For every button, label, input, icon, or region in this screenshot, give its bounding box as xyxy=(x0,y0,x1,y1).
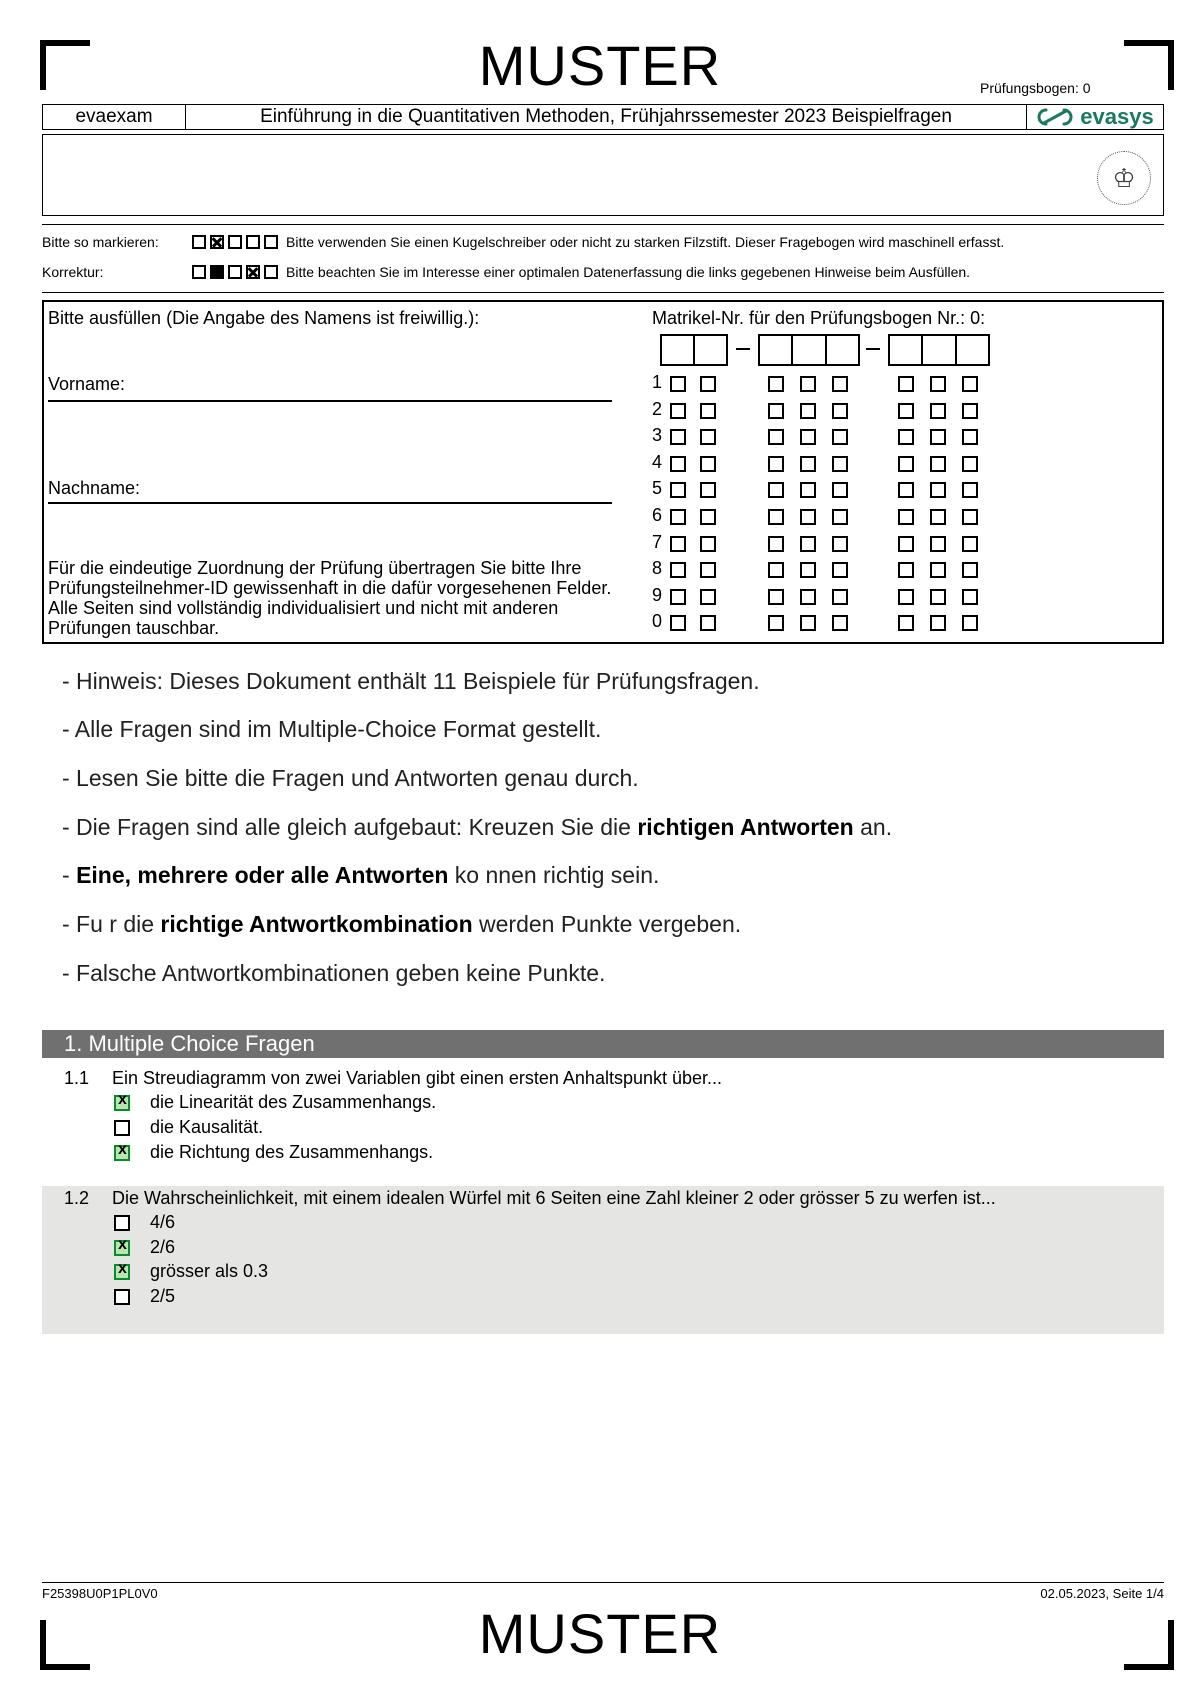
digit-label: 7 xyxy=(652,532,663,552)
divider-marking xyxy=(42,292,1164,293)
digit-checkbox[interactable] xyxy=(700,615,716,631)
digit-checkbox[interactable] xyxy=(670,482,686,498)
university-seal-icon: ♔ xyxy=(1097,151,1151,205)
digit-checkbox[interactable] xyxy=(800,562,816,578)
digit-checkbox[interactable] xyxy=(962,403,978,419)
digit-label: 6 xyxy=(652,505,663,525)
digit-checkbox[interactable] xyxy=(898,589,914,605)
digit-checkbox[interactable] xyxy=(962,562,978,578)
logo-text: evasys xyxy=(1080,104,1154,129)
digit-checkbox[interactable] xyxy=(700,429,716,445)
digit-checkbox[interactable] xyxy=(670,456,686,472)
digit-checkbox[interactable] xyxy=(898,403,914,419)
digit-checkbox[interactable] xyxy=(800,589,816,605)
digit-checkbox[interactable] xyxy=(832,482,848,498)
question-1-2 xyxy=(42,1186,1164,1334)
note-1: - Hinweis: Dieses Dokument enthält 11 Beispiele für Prüfungsfragen. xyxy=(62,668,760,694)
dash xyxy=(736,348,750,350)
digit-checkbox[interactable] xyxy=(700,456,716,472)
answer-option[interactable]: x 2/6 xyxy=(114,1237,175,1258)
identification-box xyxy=(42,134,1164,216)
checkbox-empty[interactable] xyxy=(114,1215,130,1231)
answer-option[interactable]: die Kausalität. xyxy=(114,1117,263,1138)
digit-checkbox[interactable] xyxy=(768,536,784,552)
answer-option[interactable]: x die Linearität des Zusammenhangs. xyxy=(114,1092,436,1113)
checkbox-checked[interactable] xyxy=(114,1145,130,1161)
example-box-empty xyxy=(228,235,242,249)
digit-checkbox[interactable] xyxy=(800,482,816,498)
digit-checkbox[interactable] xyxy=(700,509,716,525)
digit-checkbox[interactable] xyxy=(670,429,686,445)
digit-checkbox[interactable] xyxy=(832,562,848,578)
digit-checkbox[interactable] xyxy=(768,615,784,631)
digit-checkbox[interactable] xyxy=(832,615,848,631)
digit-checkbox[interactable] xyxy=(800,509,816,525)
digit-checkbox[interactable] xyxy=(832,429,848,445)
note-4: - Die Fragen sind alle gleich aufgebaut: Kreuzen Sie die richtigen Antworten an. xyxy=(62,814,893,840)
digit-checkbox[interactable] xyxy=(930,589,946,605)
digit-checkbox[interactable] xyxy=(700,562,716,578)
example-box-empty xyxy=(246,235,260,249)
header-title-cell xyxy=(186,105,1027,129)
pruefungsbogen-number: Prüfungsbogen: 0 xyxy=(980,80,1091,96)
digit-checkbox[interactable] xyxy=(898,456,914,472)
digit-label: 1 xyxy=(652,372,663,392)
dash xyxy=(866,348,880,350)
digit-checkbox[interactable] xyxy=(832,403,848,419)
digit-checkbox[interactable] xyxy=(930,562,946,578)
digit-checkbox[interactable] xyxy=(700,376,716,392)
answer-option[interactable]: 2/5 xyxy=(114,1286,175,1307)
digit-checkbox[interactable] xyxy=(930,429,946,445)
digit-checkbox[interactable] xyxy=(832,376,848,392)
example-box-filled xyxy=(210,265,224,279)
digit-checkbox[interactable] xyxy=(768,376,784,392)
digit-checkbox[interactable] xyxy=(670,562,686,578)
checkbox-checked[interactable] xyxy=(114,1240,130,1256)
note-2: - Alle Fragen sind im Multiple-Choice Format gestellt. xyxy=(62,716,602,742)
digit-checkbox[interactable] xyxy=(800,456,816,472)
digit-checkbox[interactable] xyxy=(832,456,848,472)
digit-checkbox[interactable] xyxy=(768,403,784,419)
digit-checkbox[interactable] xyxy=(800,403,816,419)
example-box-empty xyxy=(192,235,206,249)
digit-checkbox[interactable] xyxy=(962,536,978,552)
evasys-logo-icon xyxy=(1036,107,1074,127)
header-table xyxy=(42,104,1164,130)
matrikel-label: Matrikel-Nr. für den Prüfungsbogen Nr.: 0: xyxy=(652,308,986,328)
digit-label: 9 xyxy=(652,585,663,605)
digit-checkbox[interactable] xyxy=(800,376,816,392)
vorname-label: Vorname: xyxy=(48,374,126,394)
correction-text: Bitte beachten Sie im Interesse einer optimalen Datenerfassung die links gegebenen Hinweise beim Ausfüllen. xyxy=(286,264,971,280)
digit-checkbox[interactable] xyxy=(930,482,946,498)
digit-checkbox[interactable] xyxy=(930,403,946,419)
digit-checkbox[interactable] xyxy=(898,615,914,631)
footer-code: F25398U0P1PL0V0 xyxy=(42,1586,158,1601)
digit-checkbox[interactable] xyxy=(898,562,914,578)
digit-checkbox[interactable] xyxy=(962,589,978,605)
logo-cell xyxy=(1027,105,1163,129)
digit-checkbox[interactable] xyxy=(930,536,946,552)
digit-checkbox[interactable] xyxy=(700,403,716,419)
nachname-label: Nachname: xyxy=(48,478,141,498)
digit-label: 5 xyxy=(652,478,663,498)
digit-checkbox[interactable] xyxy=(898,376,914,392)
digit-checkbox[interactable] xyxy=(898,482,914,498)
nachname-field[interactable] xyxy=(48,502,612,504)
question-1-1 xyxy=(42,1062,1164,1170)
digit-label: 8 xyxy=(652,558,663,578)
digit-checkbox[interactable] xyxy=(768,562,784,578)
digit-checkbox[interactable] xyxy=(832,509,848,525)
digit-checkbox[interactable] xyxy=(898,429,914,445)
digit-checkbox[interactable] xyxy=(930,456,946,472)
digit-checkbox[interactable] xyxy=(898,536,914,552)
digit-checkbox[interactable] xyxy=(930,376,946,392)
correction-row xyxy=(42,264,970,280)
checkbox-checked[interactable] xyxy=(114,1264,130,1280)
digit-checkbox[interactable] xyxy=(962,482,978,498)
checkbox-empty[interactable] xyxy=(114,1289,130,1305)
digit-checkbox[interactable] xyxy=(700,589,716,605)
digit-checkbox[interactable] xyxy=(670,536,686,552)
footer-date-page: 02.05.2023, Seite 1/4 xyxy=(1040,1586,1164,1601)
digit-checkbox[interactable] xyxy=(930,615,946,631)
correction-label: Korrektur: xyxy=(42,264,104,280)
digit-checkbox[interactable] xyxy=(768,429,784,445)
checkbox-empty[interactable] xyxy=(114,1120,130,1136)
digit-checkbox[interactable] xyxy=(832,589,848,605)
vorname-field[interactable] xyxy=(48,400,612,402)
digit-checkbox[interactable] xyxy=(670,376,686,392)
digit-checkbox[interactable] xyxy=(670,403,686,419)
example-box-empty xyxy=(264,235,278,249)
digit-checkbox[interactable] xyxy=(700,536,716,552)
note-3: - Lesen Sie bitte die Fragen und Antworten genau durch. xyxy=(62,765,639,791)
digit-checkbox[interactable] xyxy=(768,456,784,472)
answer-option[interactable]: x grösser als 0.3 xyxy=(114,1261,268,1282)
digit-label: 0 xyxy=(652,611,663,631)
form-instruction: Bitte ausfüllen (Die Angabe des Namens ist freiwillig.): xyxy=(48,308,480,328)
digit-checkbox[interactable] xyxy=(800,536,816,552)
digit-checkbox[interactable] xyxy=(670,589,686,605)
example-box-empty xyxy=(192,265,206,279)
digit-checkbox[interactable] xyxy=(768,482,784,498)
digit-label: 3 xyxy=(652,425,663,445)
header-title: Einführung in die Quantitativen Methoden, Frühjahrssemester 2023 Beispielfragen xyxy=(260,106,952,127)
footer-divider xyxy=(42,1582,1164,1583)
digit-checkbox[interactable] xyxy=(962,456,978,472)
digit-checkbox[interactable] xyxy=(700,482,716,498)
digit-checkbox[interactable] xyxy=(930,509,946,525)
question-title: 1.2 Die Wahrscheinlichkeit, mit einem idealen Würfel mit 6 Seiten eine Zahl kleiner 2 oder grösser 5 zu werfen ist... xyxy=(64,1188,996,1208)
header-left: evaexam xyxy=(75,106,153,127)
stamp-top: MUSTER xyxy=(478,34,722,97)
digit-checkbox[interactable] xyxy=(962,376,978,392)
example-box-crossed xyxy=(246,265,260,279)
divider-top xyxy=(42,224,1164,225)
matrikel-digits-group-3[interactable] xyxy=(888,334,990,366)
digit-label: 4 xyxy=(652,452,663,472)
digit-checkbox[interactable] xyxy=(962,509,978,525)
digit-checkbox[interactable] xyxy=(670,509,686,525)
digit-label: 2 xyxy=(652,399,663,419)
marking-text: Bitte verwenden Sie einen Kugelschreiber oder nicht zu starken Filzstift. Dieser Fragebogen wird maschinell erfasst. xyxy=(286,234,1005,250)
header-left-cell xyxy=(43,105,186,129)
digit-checkbox[interactable] xyxy=(832,536,848,552)
example-box-empty xyxy=(228,265,242,279)
assignment-text: Für die eindeutige Zuordnung der Prüfung übertragen Sie bitte Ihre Prüfungsteilnehmer-ID gewissenhaft in die dafür vorgesehenen Felder. Alle Seiten sind vollständig individualisiert und nicht mit anderen Prüfungen tauschbar. xyxy=(48,558,612,638)
marking-row xyxy=(42,234,1004,250)
matrikel-digits-group-2[interactable] xyxy=(758,334,860,366)
digit-checkbox[interactable] xyxy=(962,429,978,445)
question-title: 1.1 Ein Streudiagramm von zwei Variablen gibt einen ersten Anhaltspunkt über... xyxy=(64,1068,723,1088)
digit-checkbox[interactable] xyxy=(800,615,816,631)
note-5: - Eine, mehrere oder alle Antworten ko nnen richtig sein. xyxy=(62,862,660,888)
digit-checkbox[interactable] xyxy=(800,429,816,445)
answer-option[interactable]: 4/6 xyxy=(114,1212,175,1233)
answer-option[interactable]: x die Richtung des Zusammenhangs. xyxy=(114,1142,433,1163)
digit-checkbox[interactable] xyxy=(768,509,784,525)
digit-checkbox[interactable] xyxy=(768,589,784,605)
example-box-empty xyxy=(264,265,278,279)
matrikel-digits-group-1[interactable] xyxy=(660,334,728,366)
digit-checkbox[interactable] xyxy=(962,615,978,631)
checkbox-checked[interactable] xyxy=(114,1095,130,1111)
section-header: 1. Multiple Choice Fragen xyxy=(42,1030,1164,1058)
note-6: - Fu r die richtige Antwortkombination werden Punkte vergeben. xyxy=(62,911,742,937)
example-box-crossed xyxy=(210,235,224,249)
note-7: - Falsche Antwortkombinationen geben keine Punkte. xyxy=(62,960,606,986)
digit-checkbox[interactable] xyxy=(898,509,914,525)
digit-checkbox[interactable] xyxy=(670,615,686,631)
marking-label: Bitte so markieren: xyxy=(42,234,159,250)
stamp-bottom: MUSTER xyxy=(478,1602,722,1665)
